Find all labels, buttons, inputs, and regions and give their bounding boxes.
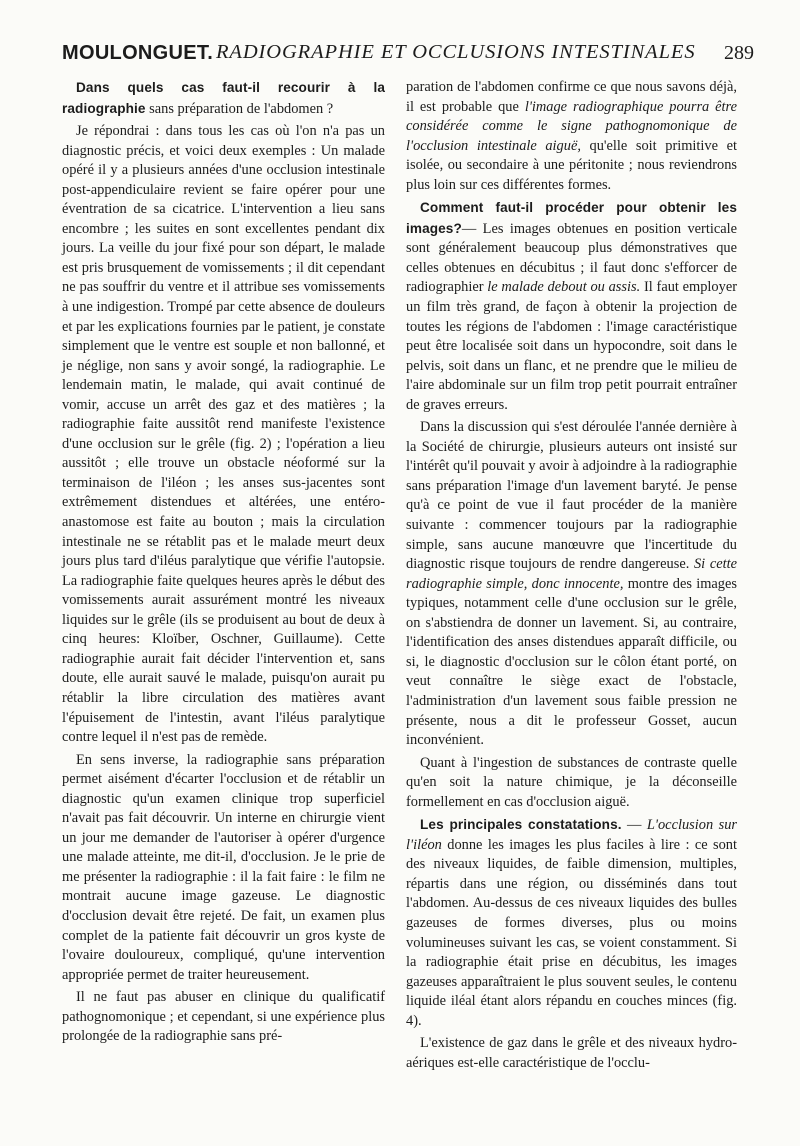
paragraph: Quant à l'ingestion de substances de contraste quelle qu'en soit la nature chimique, je la déconseille formellement en cas d'occlusion aiguë.: [406, 754, 737, 810]
header-author: MOULONGUET.: [62, 42, 214, 64]
paragraph-continuation: [406, 78, 737, 195]
page-number: 289: [724, 42, 754, 64]
paragraph: Il ne faut pas abuser en clinique du qualificatif pathognomonique ; et cependant, si une expérience plus prolongée de la radiographie sans pré-: [62, 989, 385, 1045]
emphasis-text: L'occlusion sur l'iléon: [406, 817, 737, 853]
paragraph: [406, 418, 737, 750]
paragraph-text: qu'elle soit primitive et isolée, ou secondaire à une péritonite ; nous reviendrons plus loin sur ces différentes formes.: [406, 137, 737, 193]
paragraph-text: donne les images les plus faciles à lire : ce sont des niveaux liquides, de faible dimension, multiples, répartis dans une région, ou disséminés dans tout l'abdomen. Au-dessus de ces niveaux liquides des bulles gazeuses de formes diverses, plus ou moins volumineuses suivant les cas, se voient constamment. Si la radiographie était prise en décubitus, les images gazeuses apparaîtraient le plus souvent seules, le contenu liquide iléal étant alors répandu en couches minces (fig. 4).: [406, 836, 737, 1029]
emphasis-text: l'image radiographique pourra être considérée comme le signe pathognomonique de l'occlusion intestinale aiguë,: [406, 98, 738, 154]
left-column: [62, 78, 385, 1047]
emphasis-text: Si cette radiographie simple, donc innocente,: [406, 556, 737, 592]
section-question-paragraph: [62, 78, 385, 119]
section-heading-how: Comment faut-il procéder pour obtenir les images?: [406, 200, 737, 236]
section-method-paragraph: [406, 198, 737, 415]
paragraph: En sens inverse, la radiographie sans préparation permet aisément d'écarter l'occlusion et de rétablir un diagnostic qu'un examen clinique trop superficiel n'avait pas fait découvrir. Un interne en chirurgie vient un jour me demander de l'autoriser à opérer d'urgence une malade atteinte, me dit-il, d'occlusion. Je le prie de me présenter la radiographie : il la fait faire : le film ne montrait aucune image gazeuse. Le diagnostic d'occlusion devait être rejeté. De fait, un examen plus complet de la patiente fait découvrir un gros kyste de l'ovaire douloureux, compliqué, qu'une intervention appropriée permet de traiter heureusement.: [62, 751, 385, 983]
paragraph: L'existence de gaz dans le grêle et des niveaux hydro-aériques est-elle caractéristique de l'occlu-: [406, 1035, 737, 1071]
paragraph-text: Dans la discussion qui s'est déroulée l'année dernière à la Société de chirurgie, plusieurs auteurs ont insisté sur l'intérêt qu'il pouvait y avoir à adjoindre à la radiographie sans préparation l'image d'un lavement baryté. Je pense qu'à ce point de vue il faut procéder de la manière suivante : commencer toujours par la radiographie simple, sans aucune manœuvre que l'incertitude du diagnostic risque toujours de rendre dangereuse.: [406, 419, 737, 573]
section-findings-paragraph: [406, 815, 737, 1031]
paragraph-text: — Les images obtenues en position verticale sont généralement beaucoup plus démonstratives que celles obtenues en décubitus ; il faut donc s'efforcer de radiographier: [406, 220, 737, 296]
paragraph-text: sans préparation de l'abdomen ?: [149, 100, 334, 117]
dash: —: [621, 817, 647, 834]
paragraph-text: montre des images typiques, notamment celle d'une occlusion sur le grêle, on s'abstiendra de donner un lavement. Si, au contraire, l'identification des anses distendues apparaît difficile, ou si, le diagnostic d'occlusion sur le côlon étant porté, on veut connaître le siège exact de l'obstacle, l'administration d'un lavement sous faible pression ne présente, nous a dit le professeur Gosset, aucun inconvénient.: [406, 575, 737, 749]
paragraph-text: paration de l'abdomen confirme ce que nous savons déjà, il est probable que: [406, 79, 737, 115]
paragraph: Je répondrai : dans tous les cas où l'on n'a pas un diagnostic précis, et voici deux exemples : Un malade opéré il y a plusieurs années d'une occlusion intestinale post-appendiculaire revient se faire opérer pour une éventration de sa cicatrice. L'intervention a lieu sans encombre ; les suites en sont excellentes pendant dix jours. La veille du jour fixé pour son départ, le malade est pris brusquement de vomissements ; il dit cependant ne pas souffrir du ventre et il attribue ses vomissements à une indigestion. Trompé par cette absence de douleurs et par les explications fournies par le patient, je constate simplement que le ventre est souple et non ballonné, et je néglige, non sans y avoir songé, la radiographie. Le lendemain matin, le malade, qui avait continué de vomir, accuse un arrêt des gaz et des matières ; la radiographie faite aussitôt rend manifeste l'existence d'une occlusion sur le grêle (fig. 2) ; l'opération a lieu aussitôt ; elle trouve un obstacle néoformé sur la terminaison de l'iléon ; les anses sus-jacentes sont extrêmement distendues et altérées, une entéro-anastomose est faite au bouton ; mais la circulation intestinale ne se rétablit pas et le malade meurt deux jours plus tard d'iléus paralytique que vérifie l'autopsie. La radiographie faite quelques heures après le début des vomissements aurait assurément montré les niveaux liquides sur le grêle (ils se produisent au bout de deux à cinq heures: Kloïber, Oschner, Guillaume). Cette radiographie aurait fait décider l'intervention et, sans doute, elle aurait sauvé le malade, puisqu'on aurait pu rétablir la libre circulation des matières avant l'épuisement de l'intestin, avant l'iléus paralytique contre lequel il n'est pas de remède.: [62, 123, 385, 746]
section-heading-when: Dans quels cas faut-il recourir à la radiographie: [62, 80, 385, 116]
paragraph-text: Il faut employer un film très grand, de façon à obtenir la projection de toutes les régions de l'abdomen : l'image caractéristique peut être localisée soit dans un hypocondre, soit dans le pelvis, soit dans un flanc, et ne prendre que le milieu de l'aire abdominale sur un film trop petit pourrait entraîner de graves erreurs.: [406, 279, 738, 413]
header-title: RADIOGRAPHIE ET OCCLUSIONS INTESTINALES: [216, 41, 696, 63]
emphasis-text: le malade debout ou assis.: [487, 279, 641, 296]
section-heading-findings: Les principales constatations.: [420, 817, 622, 833]
running-header: [62, 38, 754, 68]
right-column: [406, 78, 737, 1073]
